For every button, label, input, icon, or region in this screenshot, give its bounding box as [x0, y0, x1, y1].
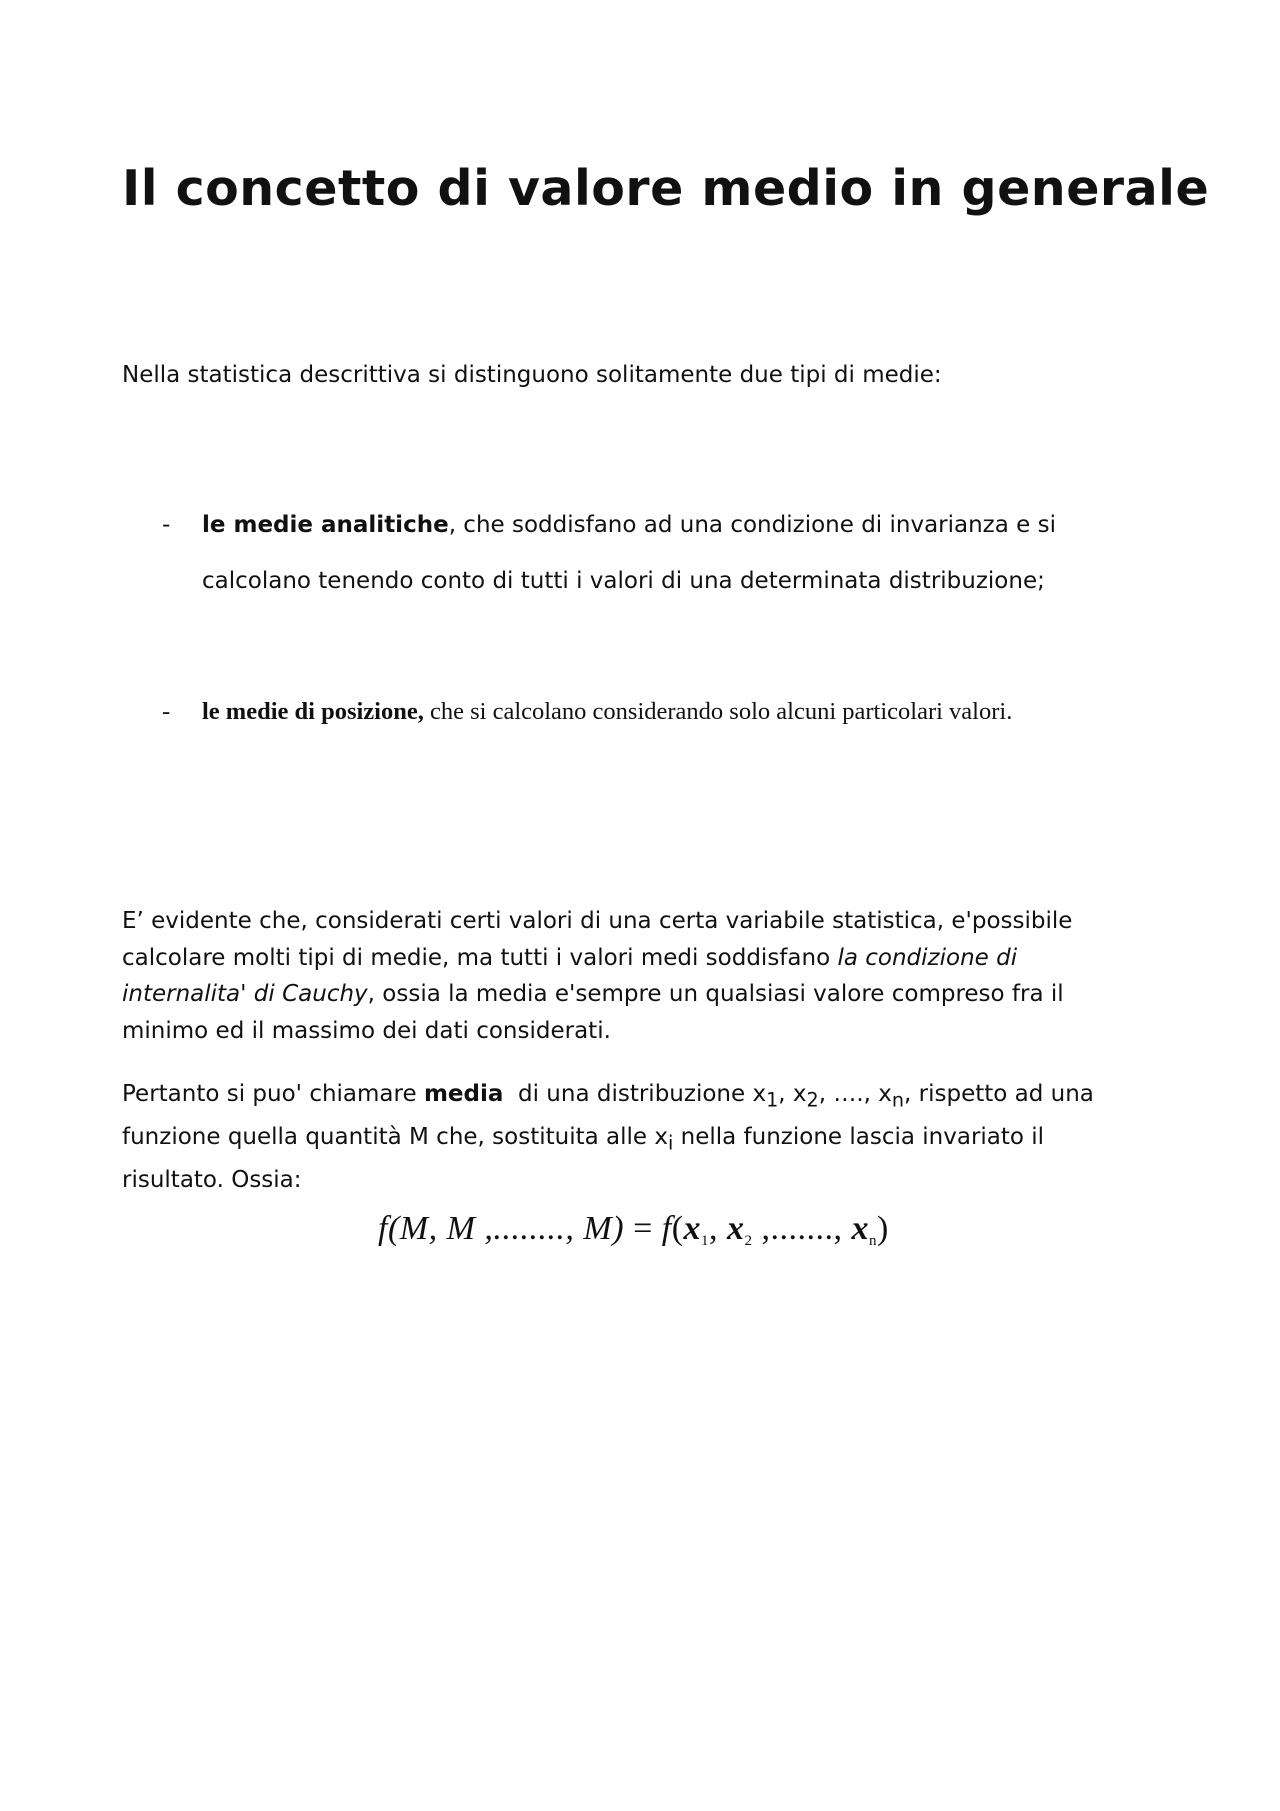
- subscript: 2: [806, 1088, 819, 1112]
- text-span: nella funzione lascia invariato il: [673, 1124, 1045, 1151]
- subscript: n: [891, 1088, 905, 1112]
- intro-paragraph: Nella statistica descrittiva si distinguono solitamente due tipi di medie:: [122, 362, 942, 388]
- text-span: , …., x: [818, 1081, 892, 1107]
- text-span: , rispetto ad una: [904, 1081, 1094, 1107]
- formula-sub: 1: [701, 1233, 710, 1249]
- text-span: di una distribuzione x: [503, 1081, 767, 1107]
- emphasis-text: internalita' di Cauchy: [122, 981, 368, 1007]
- subscript: i: [667, 1131, 674, 1155]
- formula-sub: 2: [744, 1233, 753, 1249]
- paragraph-cauchy: [122, 903, 1182, 1049]
- list-item-text-line2: calcolano tenendo conto di tutti i valori di una determinata distribuzione;: [202, 568, 1045, 594]
- formula-paren: ): [877, 1210, 889, 1247]
- paragraph-line: [122, 976, 1182, 1013]
- paragraph-media-definition: [122, 1076, 1182, 1199]
- formula-f: f: [661, 1210, 672, 1247]
- text-span: , x: [778, 1081, 807, 1107]
- paragraph-line: [122, 1076, 1182, 1119]
- text-span: Pertanto si puo' chiamare: [122, 1081, 424, 1107]
- formula-sub: n: [869, 1233, 878, 1249]
- bullet-dash: -: [162, 512, 171, 538]
- text-span: funzione quella quantità M che, sostituita alle x: [122, 1124, 668, 1151]
- page-title: Il concetto di valore medio in generale: [122, 160, 1210, 217]
- formula-equals: =: [624, 1210, 662, 1247]
- formula-invariance: [378, 1210, 889, 1250]
- formula-x1: x: [683, 1210, 702, 1247]
- paragraph-line: risultato. Ossia:: [122, 1167, 302, 1194]
- formula-lhs: f(M, M ,........, M): [378, 1210, 625, 1247]
- list-item-body: [202, 497, 1056, 609]
- formula-paren: (: [671, 1210, 684, 1247]
- term-medie-di-posizione: le medie di posizione,: [202, 698, 424, 725]
- paragraph-line: E’ evidente che, considerati certi valori di una certa variabile statistica, e'possibile: [122, 908, 1073, 934]
- paragraph-line: [122, 940, 1182, 977]
- term-medie-analitiche: le medie analitiche: [202, 512, 449, 538]
- text-span: , ossia la media e'sempre un qualsiasi valore compreso fra il: [367, 981, 1064, 1007]
- paragraph-line: minimo ed il massimo dei dati considerati.: [122, 1017, 611, 1044]
- list-item-body: [202, 698, 1012, 726]
- formula-x2: x: [727, 1210, 745, 1247]
- term-media: media: [423, 1081, 504, 1107]
- text-span: calcolare molti tipi di medie, ma tutti i valori medi soddisfano: [122, 944, 838, 971]
- subscript: 1: [766, 1088, 779, 1112]
- paragraph-line: [122, 1119, 1182, 1162]
- formula-xn: x: [851, 1210, 870, 1247]
- emphasis-text: la condizione di: [837, 944, 1018, 971]
- formula-sep: ,: [709, 1210, 728, 1247]
- bullet-dash: -: [162, 698, 171, 725]
- list-item-text: , che soddisfano ad una condizione di invarianza e si: [448, 512, 1056, 538]
- list-item-text: che si calcolano considerando solo alcuni particolari valori.: [423, 698, 1013, 725]
- formula-sep: ,.......,: [752, 1210, 852, 1247]
